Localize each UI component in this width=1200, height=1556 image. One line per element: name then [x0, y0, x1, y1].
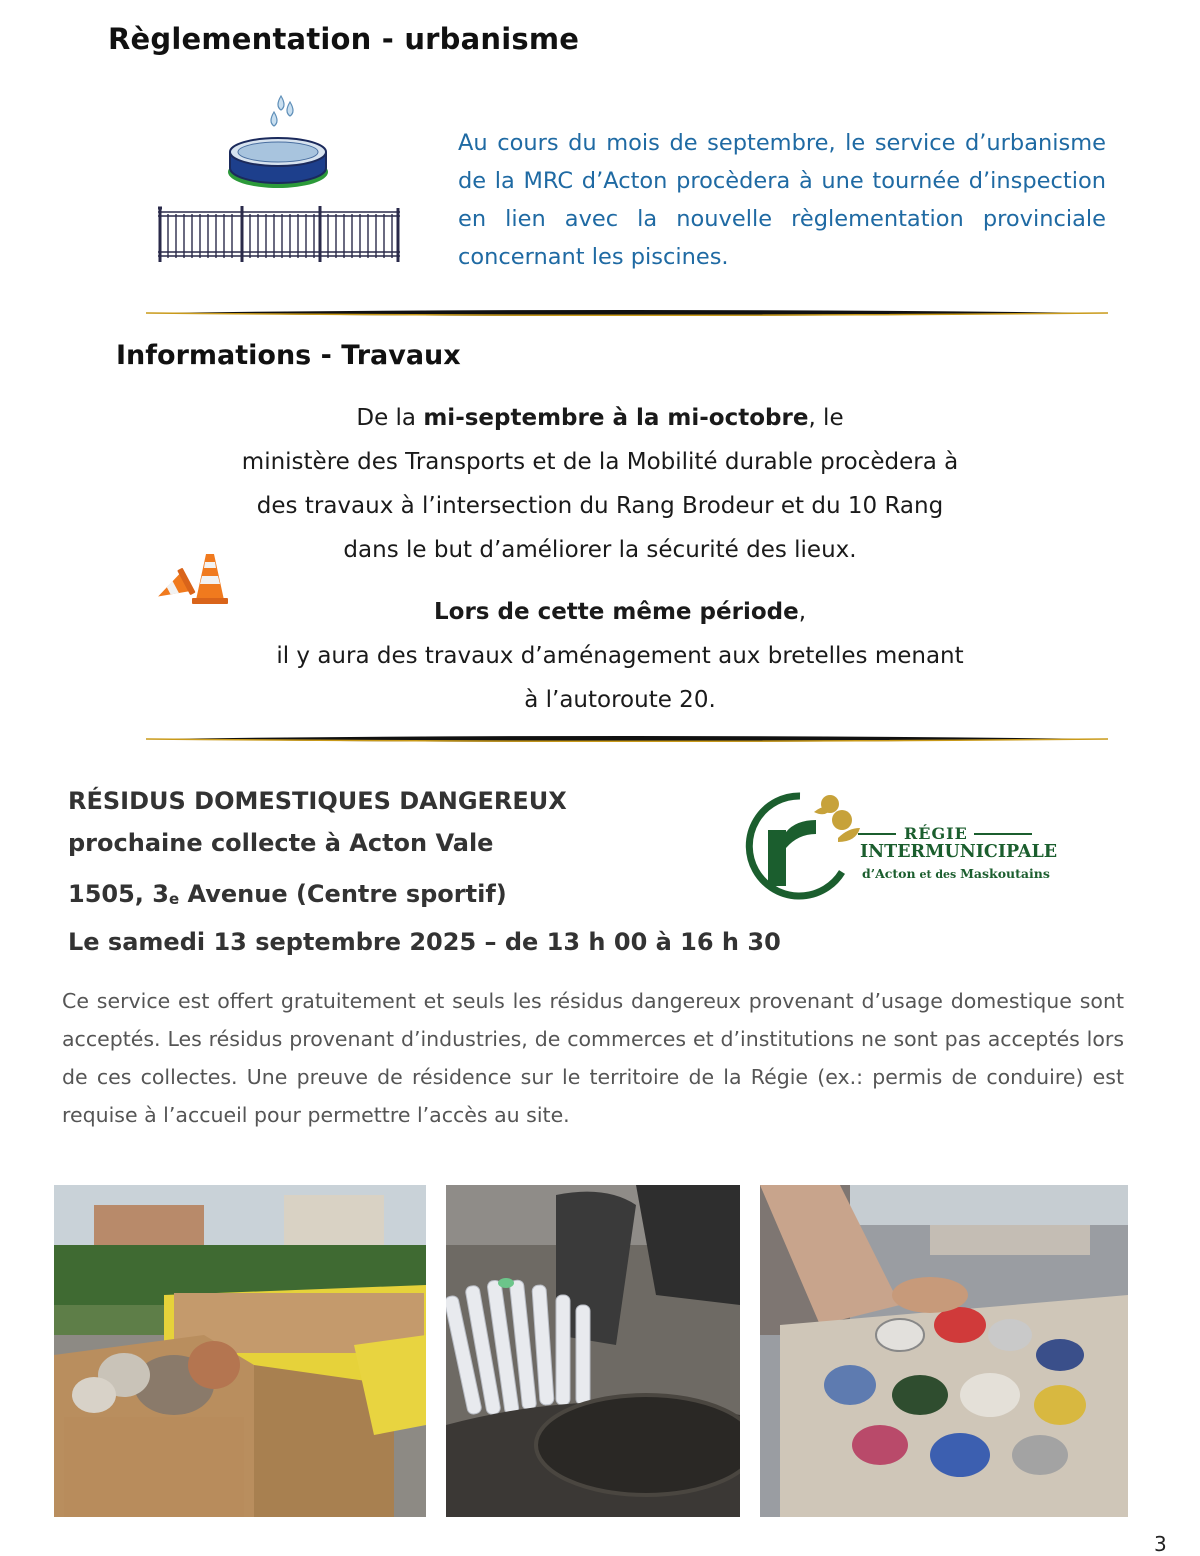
page-number: 3: [1154, 1532, 1167, 1556]
regie-logo: [738, 790, 1058, 900]
section-divider: [146, 308, 1108, 318]
p1-line2: ministère des Transports et de la Mobilité durable procèdera à: [241, 449, 959, 475]
collection-address: [68, 880, 507, 908]
p1-bold-period: mi-septembre à la mi-octobre: [423, 405, 809, 431]
logo-rule-right: [974, 833, 1032, 835]
pool-with-fence-icon: [150, 92, 410, 268]
rdd-paragraph: Ce service est offert gratuitement et seuls les résidus dangereux provenant d’usage domestique sont acceptés. Les résidus provenant d’industries, de commerces et d’institutions ne sont pas acceptés lors de ces collectes. Une preuve de résidence sur le territoire de la Régie (ex.: permis de conduire) est requise à l’accueil pour permettre l’accès au site.: [62, 989, 1124, 1127]
logo-rule-left: [858, 833, 896, 835]
regie-logo-mark: [738, 790, 862, 900]
p2-bold-period: Lors de cette même période: [434, 599, 799, 625]
p1-lead: De la: [356, 405, 424, 431]
rdd-title-line1: RÉSIDUS DOMESTIQUES DANGEREUX: [68, 787, 567, 815]
propane-tanks-photo: [54, 1185, 426, 1517]
travaux-paragraph-1: [150, 396, 1050, 572]
rdd-title-line2: prochaine collecte à Acton Vale: [68, 829, 494, 857]
p1-line3: des travaux à l’intersection du Rang Brodeur et du 10 Rang: [256, 493, 944, 519]
p1-line1-rest: , le: [808, 405, 844, 431]
address-pre: 1505, 3: [68, 880, 169, 908]
logo-text-regie: RÉGIE: [904, 824, 968, 843]
rdd-title: [68, 780, 567, 864]
p2-line3: à l’autoroute 20.: [524, 687, 716, 713]
logo-text-acton-maskoutains: d’Acton et des Maskoutains: [862, 866, 1050, 881]
section-title-travaux: Informations - Travaux: [116, 340, 461, 371]
address-post: Avenue (Centre sportif): [179, 880, 507, 908]
p2-line2: il y aura des travaux d’aménagement aux bretelles menant: [276, 643, 964, 669]
section-title-urbanisme: Règlementation - urbanisme: [108, 22, 580, 56]
section-divider: [146, 734, 1108, 744]
urbanisme-paragraph: Au cours du mois de septembre, le service d’urbanisme de la MRC d’Acton procèdera à une tournée d’inspection en lien avec la nouvelle règlementation provinciale concernant les piscines.: [458, 130, 1106, 270]
p1-line4: dans le but d’améliorer la sécurité des lieux.: [343, 537, 857, 563]
logo-text-intermunicipale: INTERMUNICIPALE: [860, 842, 1058, 862]
address-ordinal: e: [168, 890, 180, 908]
travaux-paragraph-2: [150, 590, 1090, 722]
p2-comma: ,: [798, 599, 806, 625]
fluorescent-tubes-photo: [446, 1185, 740, 1517]
collection-date: Le samedi 13 septembre 2025 – de 13 h 00 à 16 h 30: [68, 928, 781, 956]
paint-cans-photo: [760, 1185, 1128, 1517]
